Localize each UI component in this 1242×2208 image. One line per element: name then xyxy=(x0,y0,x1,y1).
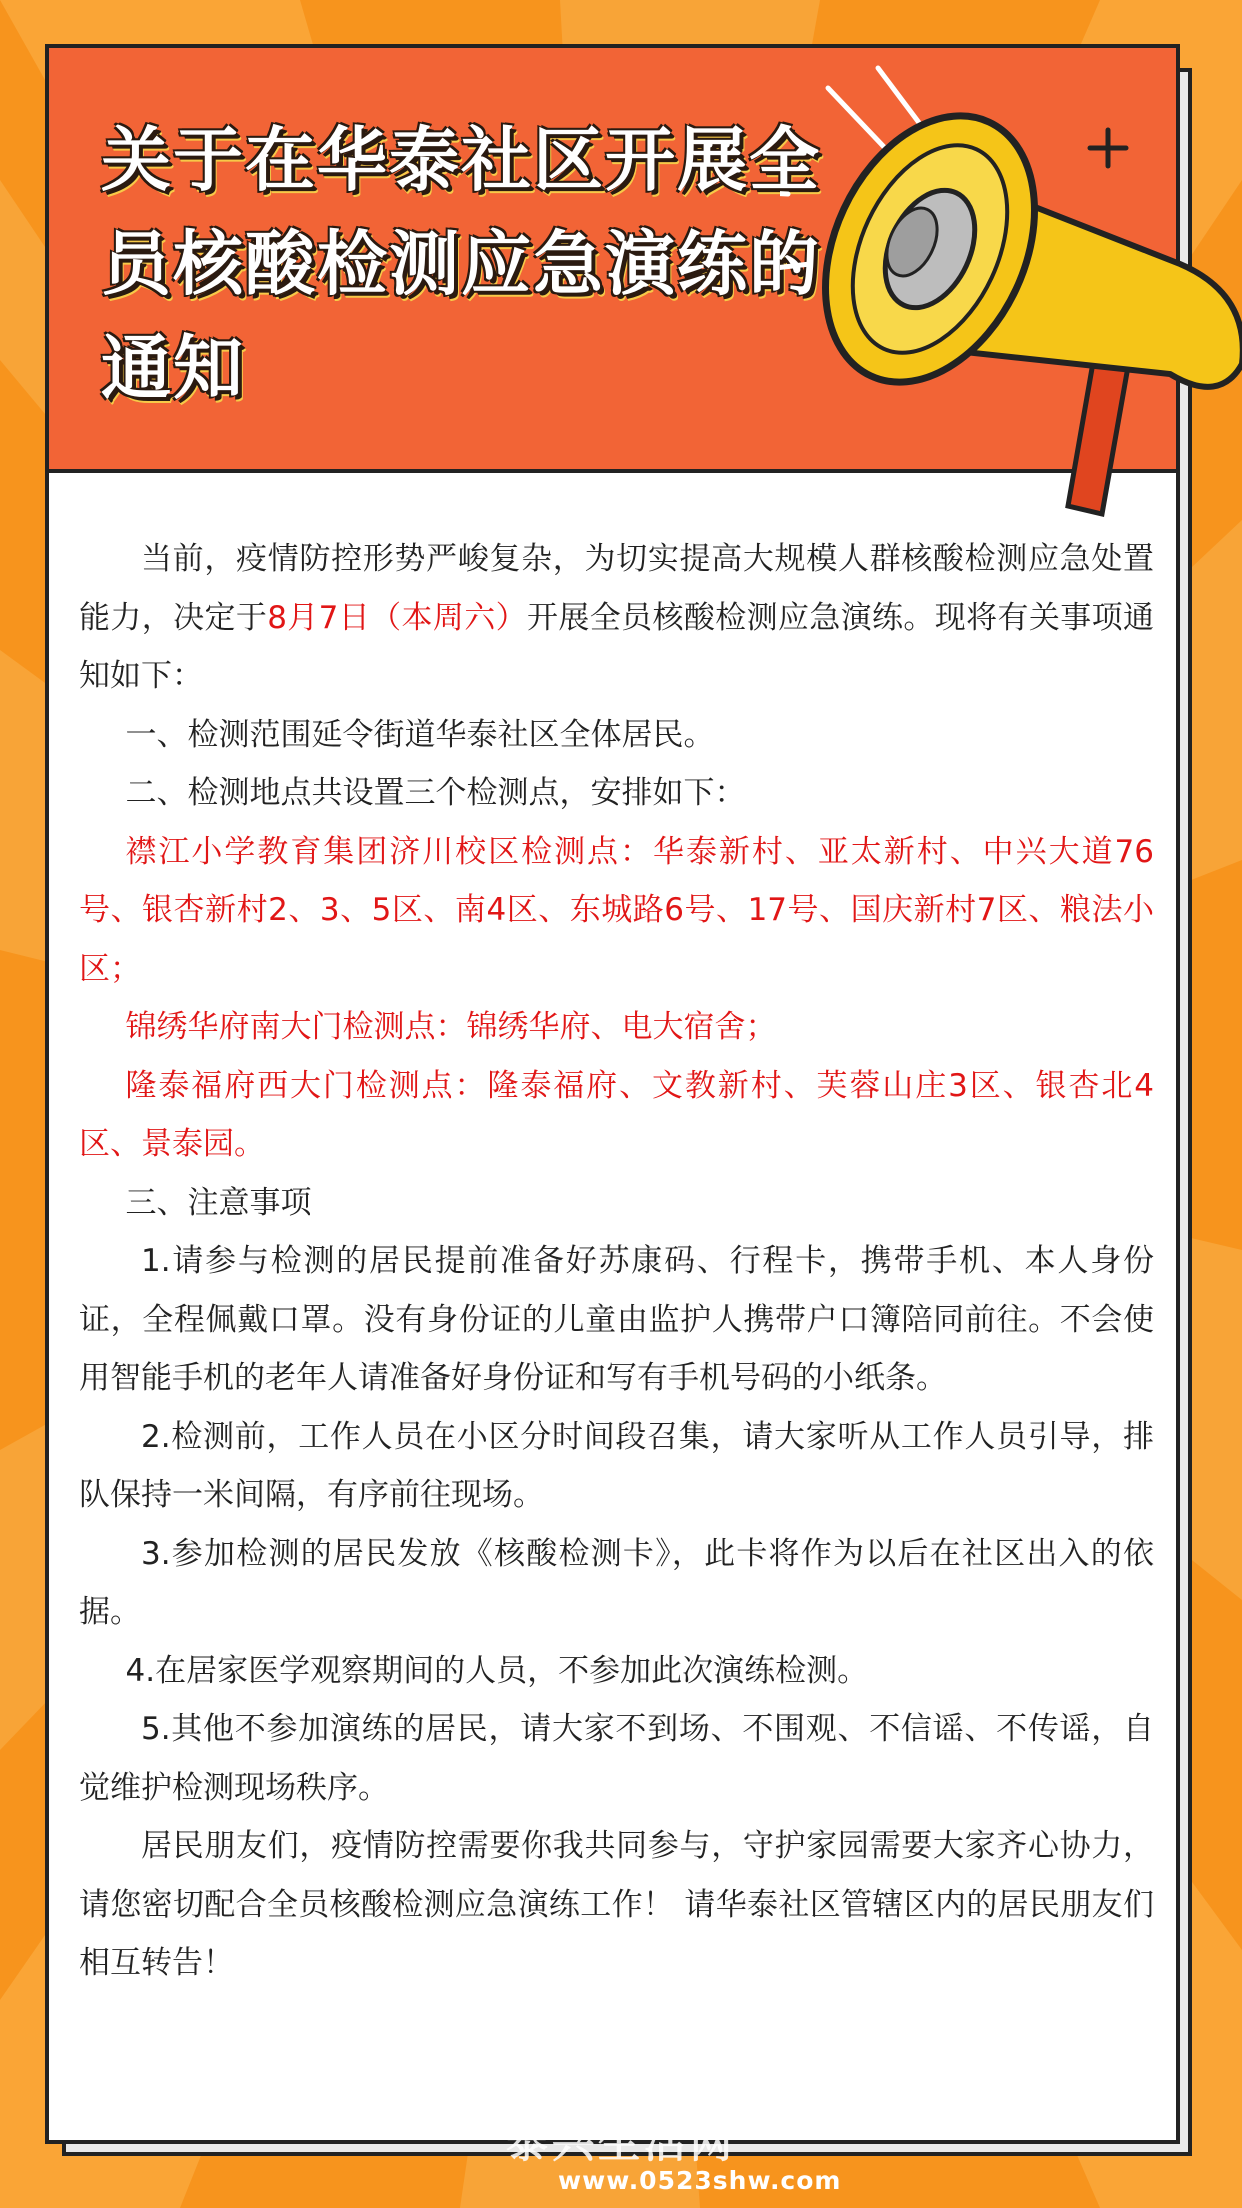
intro-text-end: 开展全员核酸检测应急演练。现将有关事项通知如下： xyxy=(79,599,1155,694)
section-1: 一、检测范围延令街道华泰社区全体居民。 xyxy=(125,716,715,753)
page-title: 关于在华泰社区开展全员核酸检测应急演练的通知 xyxy=(101,119,821,409)
note-2: 2.检测前，工作人员在小区分时间段召集，请大家听从工作人员引导，排队保持一米间隔，有序前往现场。 xyxy=(79,1418,1154,1513)
test-site-2: 锦绣华府南大门检测点：锦绣华府、电大宿舍； xyxy=(125,1009,777,1045)
notice-body xyxy=(79,530,1154,1993)
note-3: 3.参加检测的居民发放《核酸检测卡》，此卡将作为以后在社区出入的依据。 xyxy=(79,1535,1154,1630)
footer-brand: 泰兴生活网 xyxy=(506,2118,737,2167)
note-4: 4.在居家医学观察期间的人员，不参加此次演练检测。 xyxy=(125,1652,869,1689)
test-site-1: 襟江小学教育集团济川校区检测点：华泰新村、亚太新村、中兴大道76号、银杏新村2、3、5区、南4区、东城路6号、17号、国庆新村7区、粮法小区； xyxy=(79,833,1154,987)
megaphone-icon xyxy=(780,44,1242,524)
section-3: 三、注意事项 xyxy=(125,1184,312,1221)
test-site-3: 隆泰福府西大门检测点：隆泰福府、文教新村、芙蓉山庄3区、银杏北4区、景泰园。 xyxy=(79,1067,1154,1162)
footer-url[interactable]: www.0523shw.com xyxy=(558,2166,842,2195)
note-1: 1.请参与检测的居民提前准备好苏康码、行程卡，携带手机、本人身份证，全程佩戴口罩。没有身份证的儿童由监护人携带户口簿陪同前往。不会使用智能手机的老年人请准备好身份证和写有手机号码的小纸条。 xyxy=(79,1243,1154,1396)
intro-paragraph xyxy=(79,530,1154,706)
intro-date: 8月7日（本周六） xyxy=(267,599,527,636)
section-2: 二、检测地点共设置三个检测点，安排如下： xyxy=(125,775,746,811)
intro-text: 当前，疫情防控形势严峻复杂，为切实提高大规模人群核酸检测应急处置能力，决定于 xyxy=(79,541,1154,636)
note-5: 5.其他不参加演练的居民，请大家不到场、不围观、不信谣、不传谣，自觉维护检测现场秩序。 xyxy=(79,1711,1154,1806)
closing-paragraph: 居民朋友们，疫情防控需要你我共同参与，守护家园需要大家齐心协力，请您密切配合全员核酸检测应急演练工作！ 请华泰社区管辖区内的居民朋友们相互转告！ xyxy=(79,1828,1154,1981)
